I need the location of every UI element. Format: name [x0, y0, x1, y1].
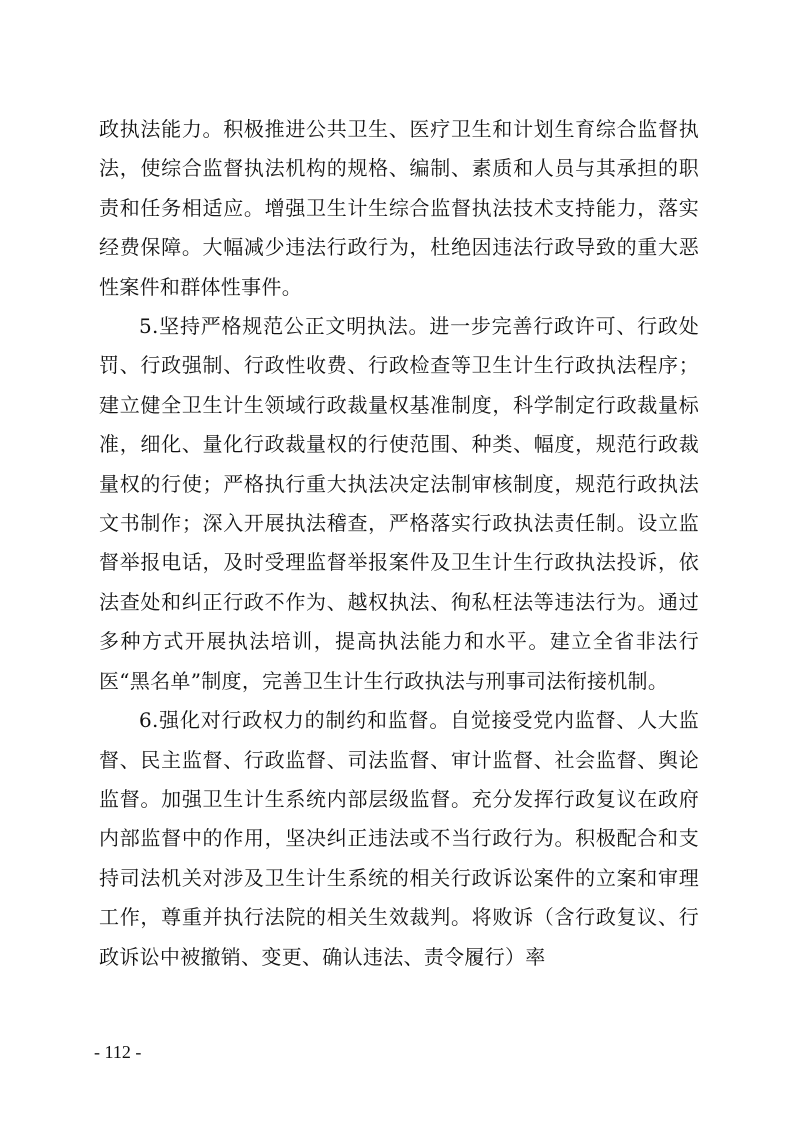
page-number: - 112 -	[94, 1042, 142, 1062]
paragraph-item-6: 6.强化对行政权力的制约和监督。自觉接受党内监督、人大监督、民主监督、行政监督、司法监督、审计监督、社会监督、舆论监督。加强卫生计生系统内部层级监督。充分发挥行政复议在政府内部监督中的作用，坚决纠正违法或不当行政行为。积极配合和支持司法机关对涉及卫生计生系统的相关行政诉讼案件的立案和审理工作，尊重并执行法院的相关生效裁判。将败诉（含行政复议、行政诉讼中被撤销、变更、确认违法、责令履行）率	[99, 708, 699, 969]
paragraph-item-5: 5.坚持严格规范公正文明执法。进一步完善行政许可、行政处罚、行政强制、行政性收费、行政检查等卫生计生行政执法程序；建立健全卫生计生领域行政裁量权基准制度，科学制定行政裁量标准，细化、量化行政裁量权的行使范围、种类、幅度，规范行政裁量权的行使；严格执行重大执法决定法制审核制度，规范行政执法文书制作；深入开展执法稽查，严格落实行政执法责任制。设立监督举报电话，及时受理监督举报案件及卫生计生行政执法投诉，依法查处和纠正行政不作为、越权执法、徇私枉法等违法行为。通过多种方式开展执法培训，提高执法能力和水平。建立全省非法行医“黑名单”制度，完善卫生计生行政执法与刑事司法衔接机制。	[99, 314, 699, 693]
body-text	[99, 110, 699, 977]
paragraph-continuation: 政执法能力。积极推进公共卫生、医疗卫生和计划生育综合监督执法，使综合监督执法机构的规格、编制、素质和人员与其承担的职责和任务相适应。增强卫生计生综合监督执法技术支持能力，落实经费保障。大幅减少违法行政行为，杜绝因违法行政导致的重大恶性案件和群体性事件。	[99, 117, 699, 299]
